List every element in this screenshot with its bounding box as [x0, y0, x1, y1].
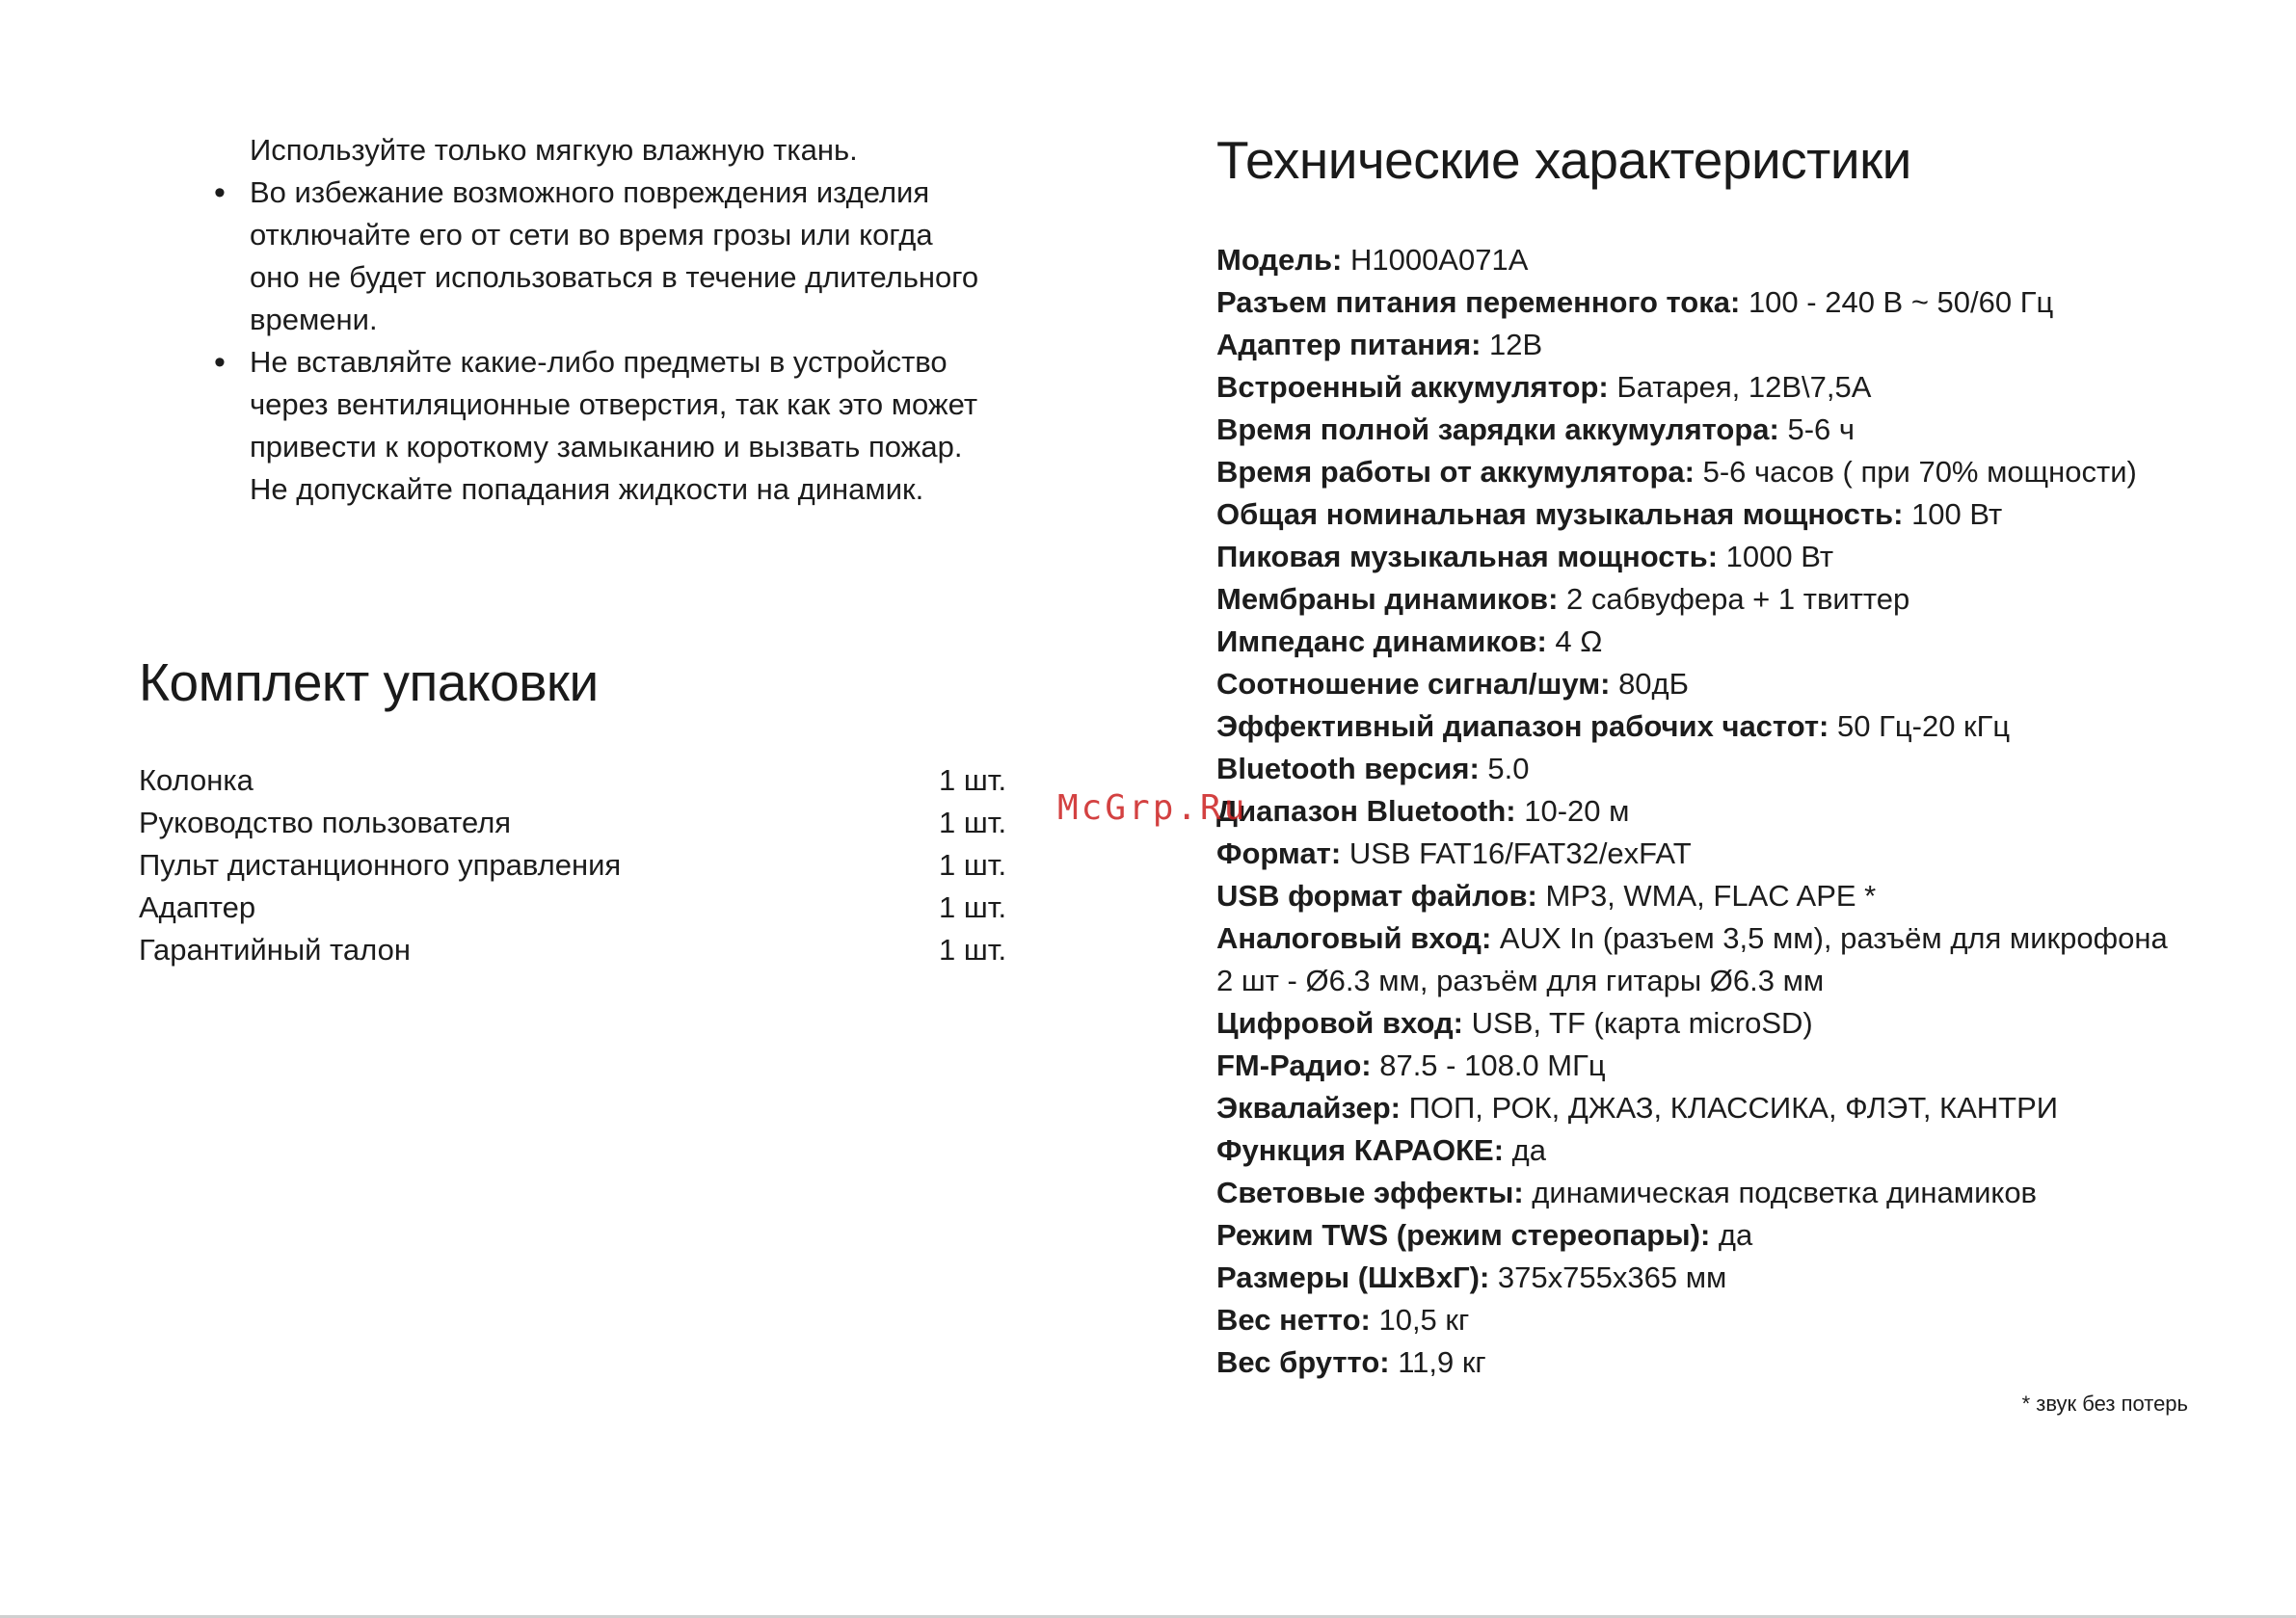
spec-label: Мембраны динамиков: [1216, 582, 1559, 616]
kit-item-qty: 1 шт. [939, 848, 1007, 882]
safety-line: привести к короткому замыканию и вызвать пожар. [250, 430, 963, 464]
spec-value: 10-20 м [1515, 794, 1630, 828]
spec-label: Эффективный диапазон рабочих частот: [1216, 709, 1829, 743]
spec-label: Диапазон Bluetooth: [1216, 794, 1516, 828]
spec-label: Формат: [1216, 836, 1342, 870]
spec-label: Аналоговый вход: [1216, 921, 1492, 955]
spec-label: Время работы от аккумулятора: [1216, 455, 1695, 489]
spec-label: Время полной зарядки аккумулятора: [1216, 412, 1779, 446]
spec-value: 11,9 кг [1389, 1345, 1486, 1379]
spec-value: динамическая подсветка динамиков [1523, 1176, 2038, 1209]
spec-label: Функция КАРАОКЕ: [1216, 1133, 1505, 1167]
kit-row [139, 759, 1016, 802]
spec-value: 87.5 - 108.0 МГц [1371, 1048, 1606, 1082]
spec-row [1216, 451, 2180, 493]
spec-label: Режим TWS (режим стереопары): [1216, 1218, 1711, 1252]
spec-row [1216, 578, 2180, 621]
spec-value: Батарея, 12В\7,5А [1608, 370, 1872, 404]
spec-label: Световые эффекты: [1216, 1176, 1524, 1209]
safety-line: Не допускайте попадания жидкости на динамик. [250, 472, 924, 506]
spec-row [1216, 1172, 2180, 1214]
footnote: * звук без потерь [2021, 1392, 2188, 1416]
kit-item-name: Руководство пользователя [139, 806, 512, 839]
spec-value: 80дБ [1610, 667, 1689, 701]
spec-label: FM-Радио: [1216, 1048, 1372, 1082]
spec-row [1216, 493, 2180, 536]
spec-row [1216, 366, 2180, 409]
spec-label: Пиковая музыкальная мощность: [1216, 540, 1719, 573]
kit-item-qty: 1 шт. [939, 763, 1007, 797]
spec-row [1216, 239, 2180, 281]
spec-label: Цифровой вход: [1216, 1006, 1464, 1040]
spec-value: USB, TF (карта microSD) [1463, 1006, 1813, 1040]
spec-value: 4 Ω [1546, 624, 1603, 658]
kit-item-name: Пульт дистанционного управления [139, 848, 622, 882]
spec-row [1216, 536, 2180, 578]
safety-line: через вентиляционные отверстия, так как это может [250, 387, 978, 421]
safety-section [139, 129, 1035, 511]
spec-row [1216, 1129, 2180, 1172]
safety-line: отключайте его от сети во время грозы или когда [250, 218, 933, 252]
spec-value: 50 Гц-20 кГц [1829, 709, 2011, 743]
spec-label: Эквалайзер: [1216, 1091, 1401, 1125]
spec-value: 5.0 [1479, 752, 1530, 785]
spec-label: Размеры (ШxВxГ): [1216, 1260, 1490, 1294]
spec-value: 1000 Вт [1718, 540, 1834, 573]
spec-label: Bluetooth версия: [1216, 752, 1480, 785]
spec-label: Импеданс динамиков: [1216, 624, 1547, 658]
kit-item-qty: 1 шт. [939, 806, 1007, 839]
spec-row [1216, 663, 2180, 705]
spec-value: да [1710, 1218, 1753, 1252]
spec-row [1216, 1087, 2180, 1129]
spec-row [1216, 875, 2180, 917]
spec-row [1216, 1299, 2180, 1341]
safety-list [139, 129, 1035, 511]
spec-row [1216, 621, 2180, 663]
spec-row [1216, 705, 2180, 748]
spec-label: Общая номинальная музыкальная мощность: [1216, 497, 1904, 531]
spec-row [1216, 1002, 2180, 1045]
kit-table [139, 759, 1016, 971]
spec-value: 100 Вт [1903, 497, 2003, 531]
spec-row [1216, 790, 2180, 833]
spec-value: 5-6 часов ( при 70% мощности) [1694, 455, 2137, 489]
spec-label: Модель: [1216, 243, 1343, 277]
safety-line: оно не будет использоваться в течение длительного [250, 260, 979, 294]
spec-label: Встроенный аккумулятор: [1216, 370, 1609, 404]
spec-row [1216, 1214, 2180, 1257]
kit-row [139, 929, 1016, 971]
specs-title: Технические характеристики [1216, 130, 1911, 190]
spec-row [1216, 1045, 2180, 1087]
spec-label: Вес брутто: [1216, 1345, 1390, 1379]
spec-value: 100 - 240 В ~ 50/60 Гц [1740, 285, 2054, 319]
kit-row [139, 844, 1016, 887]
spec-value: 10,5 кг [1370, 1303, 1470, 1337]
kit-item-name: Колонка [139, 763, 254, 797]
spec-row [1216, 281, 2180, 324]
safety-line: Используйте только мягкую влажную ткань. [250, 133, 858, 167]
spec-value: 375x755x365 мм [1489, 1260, 1727, 1294]
spec-value: USB FAT16/FAT32/exFAT [1341, 836, 1692, 870]
spec-value: 2 сабвуфера + 1 твиттер [1558, 582, 1910, 616]
spec-value: ПОП, РОК, ДЖАЗ, КЛАССИКА, ФЛЭТ, КАНТРИ [1400, 1091, 2059, 1125]
safety-line: • Во избежание возможного повреждения изделия [139, 172, 1035, 214]
spec-label: Вес нетто: [1216, 1303, 1371, 1337]
spec-label: Соотношение сигнал/шум: [1216, 667, 1611, 701]
kit-item-qty: 1 шт. [939, 933, 1007, 967]
spec-label: Разъем питания переменного тока: [1216, 285, 1741, 319]
spec-value: 5-6 ч [1778, 412, 1855, 446]
spec-value: да [1504, 1133, 1546, 1167]
spec-label: USB формат файлов: [1216, 879, 1537, 913]
spec-row [1216, 748, 2180, 790]
spec-row [1216, 833, 2180, 875]
kit-item-name: Адаптер [139, 890, 256, 924]
kit-item-name: Гарантийный талон [139, 933, 411, 967]
kit-row [139, 802, 1016, 844]
spec-value: MP3, WMA, FLAC APE * [1536, 879, 1877, 913]
kit-title: Комплект упаковки [139, 652, 599, 712]
safety-line: времени. [250, 303, 378, 336]
spec-list [1216, 239, 2180, 1384]
spec-row [1216, 1257, 2180, 1299]
specs-section [1216, 129, 2188, 1417]
spec-label: Адаптер питания: [1216, 328, 1482, 361]
spec-value: 12В [1481, 328, 1543, 361]
kit-item-qty: 1 шт. [939, 890, 1007, 924]
spec-value: H1000A071A [1342, 243, 1529, 277]
safety-line: • Не вставляйте какие-либо предметы в устройство [139, 341, 1035, 384]
spec-row [1216, 324, 2180, 366]
spec-row [1216, 409, 2180, 451]
kit-row [139, 887, 1016, 929]
watermark: McGrp.Ru [1057, 788, 1248, 828]
spec-row [1216, 917, 2180, 1002]
spec-value: AUX In (разъем 3,5 мм), разъём для микрофона 2 шт - Ø6.3 мм, разъём для гитары Ø6.3 мм [1216, 921, 2168, 997]
spec-row [1216, 1341, 2180, 1384]
